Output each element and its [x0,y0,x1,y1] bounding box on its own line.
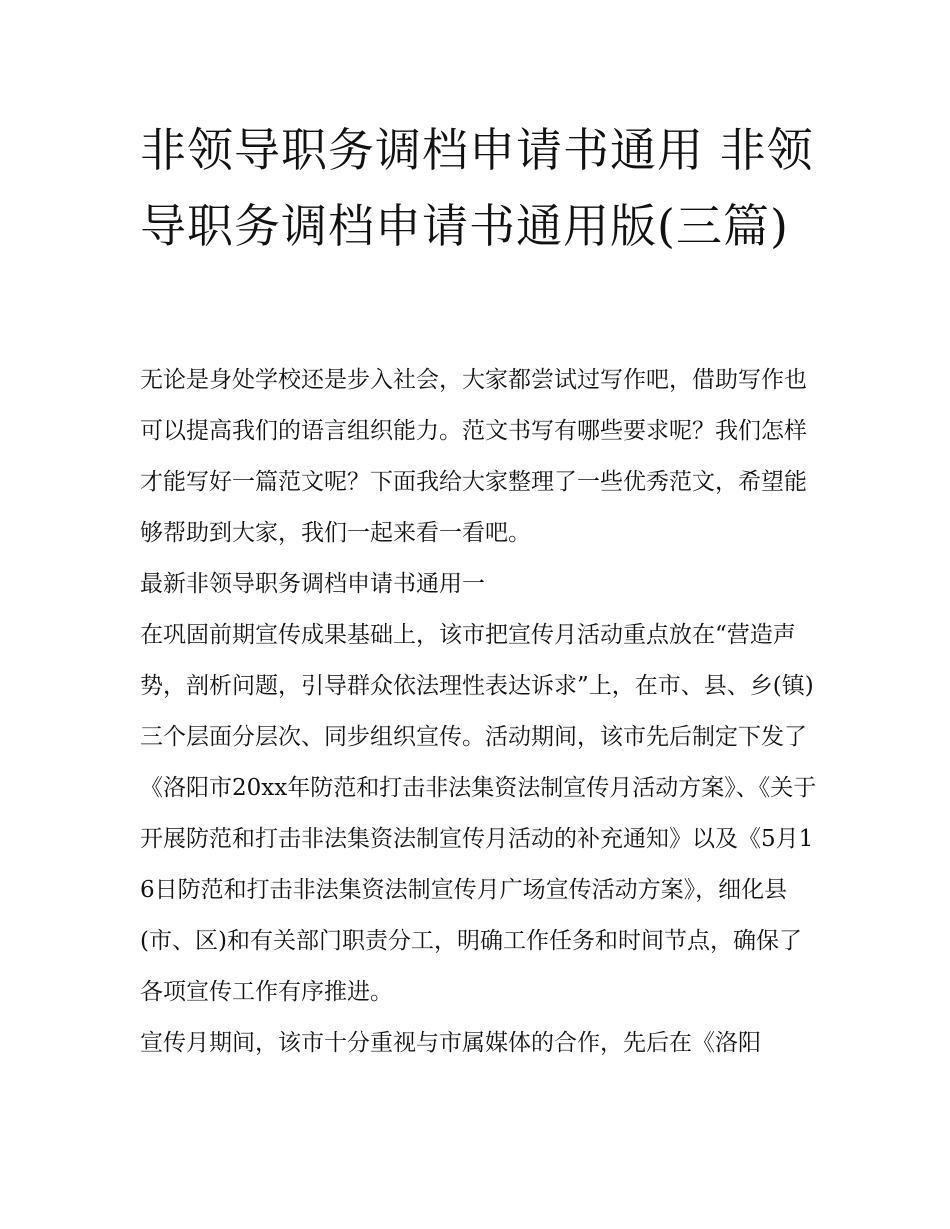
intro-paragraph: 无论是身处学校还是步入社会，大家都尝试过写作吧，借助写作也可以提高我们的语言组织能力。范文书写有哪些要求呢？我们怎样才能写好一篇范文呢？下面我给大家整理了一些优秀范文，希望能够帮助到大家，我们一起来看一看吧。 [140,367,807,546]
section-heading: 最新非领导职务调档申请书通用一 [140,571,485,597]
body-paragraph: 在巩固前期宣传成果基础上，该市把宣传月活动重点放在“营造声势，剖析问题，引导群众依法理性表达诉求”上，在市、县、乡(镇)三个层面分层次、同步组织宣传。活动期间，该市先后制定下发了《洛阳市20xx年防范和打击非法集资法制宣传月活动方案》、《关于开展防范和打击非法集资法制宣传月活动的补充通知》以及《5月16日防范和打击非法集资法制宣传月广场宣传活动方案》，细化县(市、区)和有关部门职责分工，明确工作任务和时间节点，确保了各项宣传工作有序推进。 [140,622,817,1005]
document-title: 非领导职务调档申请书通用 非领导职务调档申请书通用版(三篇) [140,123,814,253]
document-body [140,355,820,1069]
body-paragraph: 宣传月期间，该市十分重视与市属媒体的合作，先后在《洛阳 [140,1030,761,1056]
